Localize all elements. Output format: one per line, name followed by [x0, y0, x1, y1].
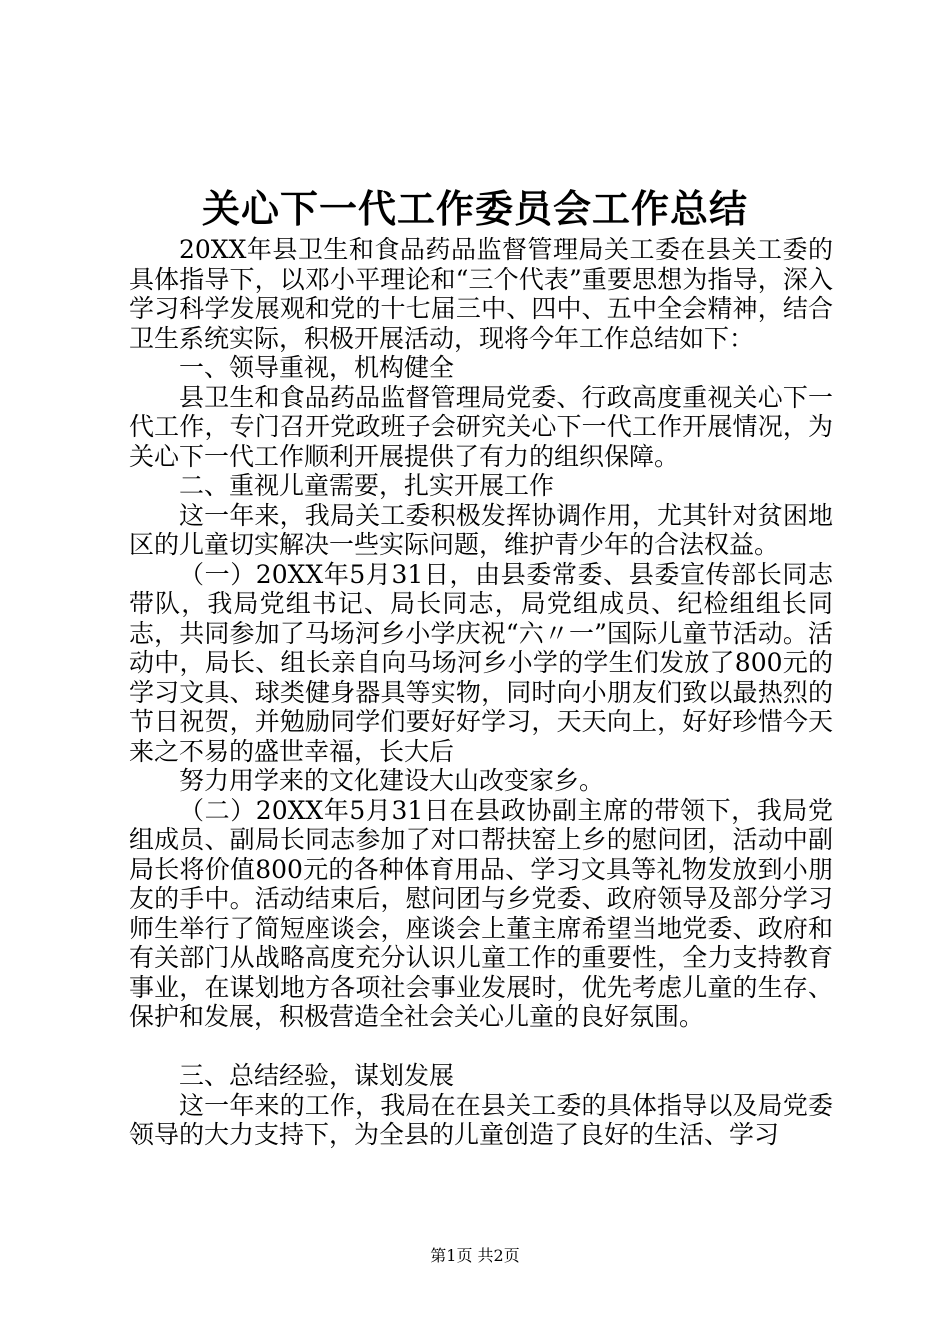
paragraph-spacer — [129, 1032, 833, 1062]
paragraph-leadership: 县卫生和食品药品监督管理局党委、行政高度重视关心下一代工作，专门召开党政班子会研究关心下一代工作开展情况，为关心下一代工作顺利开展提供了有力的组织保障。 — [129, 382, 833, 471]
paragraph-coordination: 这一年来，我局关工委积极发挥协调作用，尤其针对贫困地区的儿童切实解决一些实际问题，维护青少年的合法权益。 — [129, 500, 833, 559]
paragraph-activity-1: （一）20XX年5月31日，由县委常委、县委宣传部长同志带队，我局党组书记、局长同志，局党组成员、纪检组组长同志，共同参加了马场河乡小学庆祝“六〃一”国际儿童节活动。活动中，局长、组长亲自向马场河乡小学的学生们发放了800元的学习文具、球类健身器具等实物，同时向小朋友们致以最热烈的节日祝贺，并勉励同学们要好好学习，天天向上，好好珍惜今天来之不易的盛世幸福，长大后 — [129, 559, 833, 766]
paragraph-activity-2: （二）20XX年5月31日在县政协副主席的带领下，我局党组成员、副局长同志参加了对口帮扶窑上乡的慰问团，活动中副局长将价值800元的各种体育用品、学习文具等礼物发放到小朋友的手中。活动结束后，慰问团与乡党委、政府领导及部分学习师生举行了简短座谈会，座谈会上董主席希望当地党委、政府和有关部门从战略高度充分认识儿童工作的重要性，全力支持教育事业，在谋划地方各项社会事业发展时，优先考虑儿童的生存、保护和发展，积极营造全社会关心儿童的良好氛围。 — [129, 795, 833, 1031]
section-heading-2: 二、重视儿童需要，扎实开展工作 — [179, 471, 555, 500]
section-heading-3: 三、总结经验，谋划发展 — [179, 1061, 455, 1090]
paragraph-activity-1-cont: 努力用学来的文化建设大山改变家乡。 — [179, 766, 605, 795]
document-title: 关心下一代工作委员会工作总结 — [201, 186, 748, 231]
page-footer: 第1页 共2页 — [430, 1246, 520, 1265]
document-body — [129, 235, 833, 1150]
section-heading-1: 一、领导重视，机构健全 — [179, 353, 455, 382]
paragraph-intro: 20XX年县卫生和食品药品监督管理局关工委在县关工委的具体指导下，以邓小平理论和“三个代表”重要思想为指导，深入学习科学发展观和党的十七届三中、四中、五中全会精神，结合卫生系统实际，积极开展活动，现将今年工作总结如下： — [129, 235, 833, 353]
paragraph-summary: 这一年来的工作，我局在在县关工委的具体指导以及局党委领导的大力支持下，为全县的儿童创造了良好的生活、学习 — [129, 1090, 833, 1149]
